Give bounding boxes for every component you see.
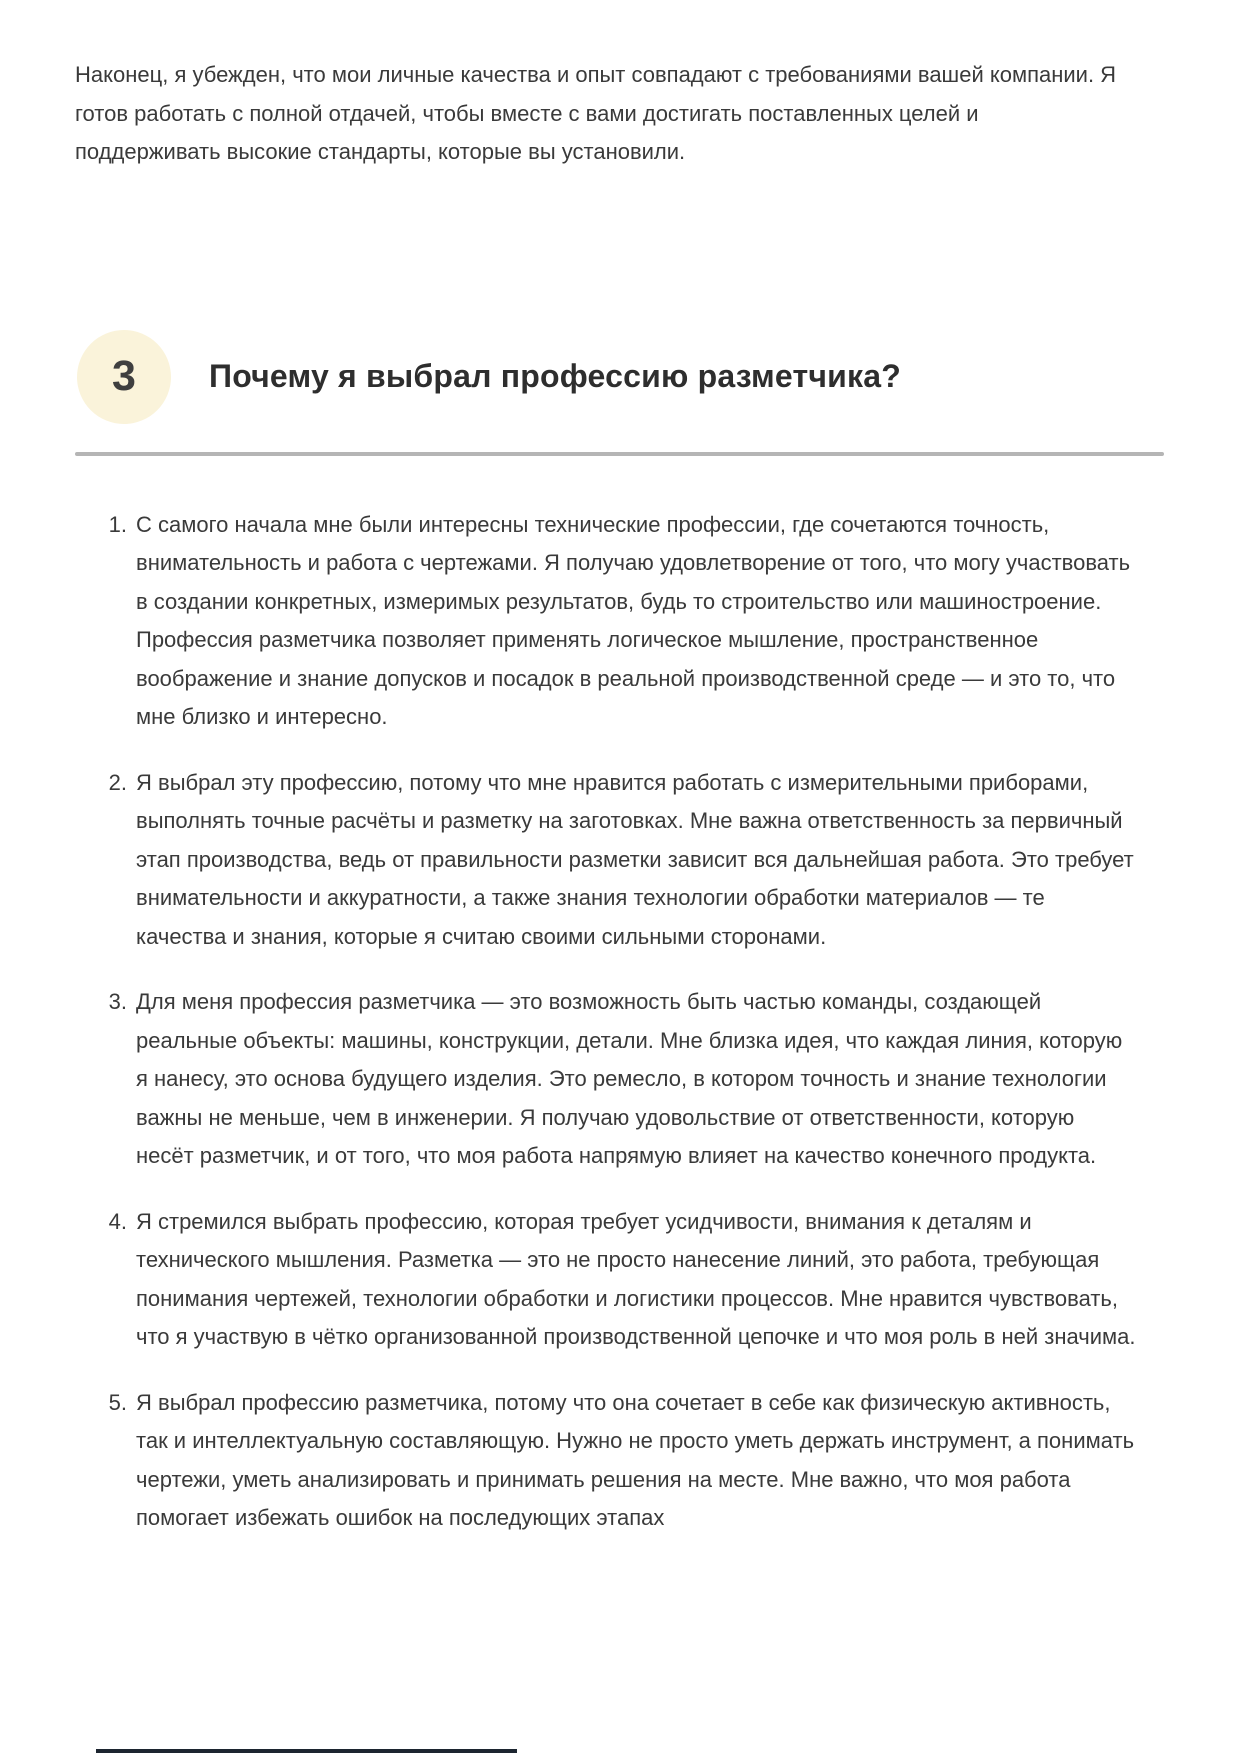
list-item-number: 1. [108,511,127,537]
list-item [75,1384,1164,1538]
list-item-number: 4. [108,1208,127,1234]
section-divider [75,452,1164,456]
intro-paragraph: Наконец, я убежден, что мои личные качества и опыт совпадают с требованиями вашей компании. Я готов работать с полной отдачей, чтобы вместе с вами достигать поставленных целей и поддерживать высокие стандарты, которые вы установили. [75,62,1117,164]
numbered-list [75,506,1164,1538]
list-item [75,983,1164,1176]
list-item-number: 3. [108,989,127,1014]
section-title: Почему я выбрал профессию разметчика? [209,358,901,394]
list-item-text: Для меня профессия разметчика — это возможность быть частью команды, создающей реальные объекты: машины, конструкции, детали. Мне близка идея, что каждая линия, которую я нанесу, это основа будущего изделия. Это ремесло, в котором точность и знание технологии важны не меньше, чем в инженерии. Я получаю удовольствие от ответственности, которую несёт разметчик, и от того, что моя работа напрямую влияет на качество конечного продукта. [136,989,1123,1168]
list-item [75,764,1164,957]
list-item-number: 2. [108,769,127,795]
clipped-content-edge [96,1749,517,1753]
list-item-text: С самого начала мне были интересны технические профессии, где сочетаются точность, внимательность и работа с чертежами. Я получаю удовлетворение от того, что могу участвовать в создании конкретных, измеримых результатов, будь то строительство или машиностроение. Профессия разметчика позволяет применять логическое мышление, пространственное воображение и знание допусков и посадок в реальной производственной среде — и это то, что мне близко и интересно. [136,511,1131,729]
list-item-number: 5. [108,1389,127,1415]
list-item-text: Я выбрал профессию разметчика, потому что она сочетает в себе как физическую активность, так и интеллектуальную составляющую. Нужно не просто уметь держать инструмент, а понимать чертежи, уметь анализировать и принимать решения на месте. Мне важно, что моя работа помогает избежать ошибок на последующих этапах [136,1389,1135,1530]
section-number-badge [77,330,171,424]
list-item [75,506,1164,737]
section-number: 3 [112,352,136,400]
list-item [75,1203,1164,1357]
list-item-text: Я стремился выбрать профессию, которая требует усидчивости, внимания к деталям и технического мышления. Разметка — это не просто нанесение линий, это работа, требующая понимания чертежей, технологии обработки и логистики процессов. Мне нравится чувствовать, что я участвую в чётко организованной производственной цепочке и что моя роль в ней значима. [136,1208,1136,1349]
list-item-text: Я выбрал эту профессию, потому что мне нравится работать с измерительными приборами, выполнять точные расчёты и разметку на заготовках. Мне важна ответственность за первичный этап производства, ведь от правильности разметки зависит вся дальнейшая работа. Это требует внимательности и аккуратности, а также знания технологии обработки материалов — те качества и знания, которые я считаю своими сильными сторонами. [136,769,1134,949]
section-header [75,330,1164,424]
